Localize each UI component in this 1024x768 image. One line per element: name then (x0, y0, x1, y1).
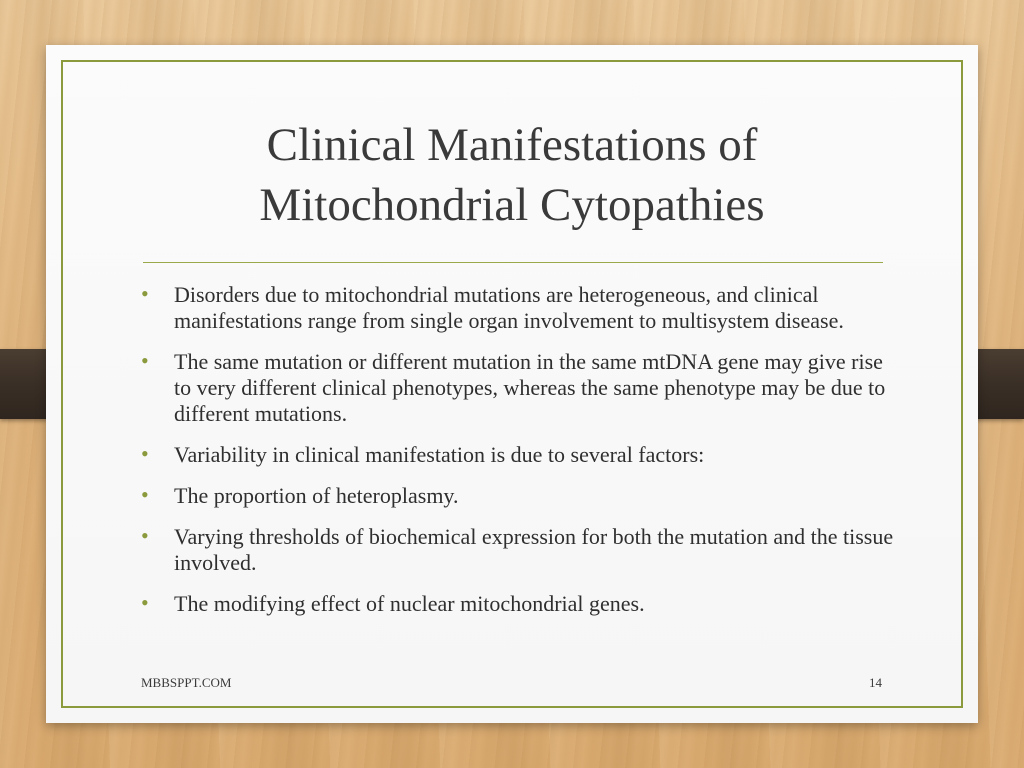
bullet-dot-icon: • (141, 482, 149, 507)
bullet-text: The modifying effect of nuclear mitochondrial genes. (174, 591, 645, 616)
bullet-item (138, 524, 898, 576)
title-divider (143, 262, 883, 263)
bullet-dot-icon: • (141, 348, 149, 373)
bullet-dot-icon: • (141, 590, 149, 615)
bullet-list (138, 282, 898, 632)
bullet-item (138, 591, 898, 617)
footer-source: MBBSPPT.COM (141, 675, 232, 690)
slide-title-line-2: Mitochondrial Cytopathies (259, 179, 765, 231)
bullet-item (138, 442, 898, 468)
bullet-item (138, 282, 898, 334)
bullet-item (138, 349, 898, 427)
bullet-text: The proportion of heteroplasmy. (174, 483, 459, 508)
slide-card (46, 45, 978, 723)
bullet-text: Varying thresholds of biochemical expression for both the mutation and the tissue involved. (174, 524, 894, 575)
bullet-text: The same mutation or different mutation in the same mtDNA gene may give rise to very different clinical phenotypes, whereas the same phenotype may be due to different mutations. (174, 349, 886, 426)
slide-title (106, 115, 918, 235)
bullet-item (138, 483, 898, 509)
bullet-dot-icon: • (141, 523, 149, 548)
slide-title-line-1: Clinical Manifestations of (266, 119, 758, 171)
bullet-dot-icon: • (141, 281, 149, 306)
bullet-text: Disorders due to mitochondrial mutations are heterogeneous, and clinical manifestations range from single organ involvement to multisystem disease. (174, 282, 844, 333)
bullet-text: Variability in clinical manifestation is due to several factors: (174, 442, 705, 467)
bullet-dot-icon: • (141, 441, 149, 466)
page-number: 14 (869, 675, 882, 690)
